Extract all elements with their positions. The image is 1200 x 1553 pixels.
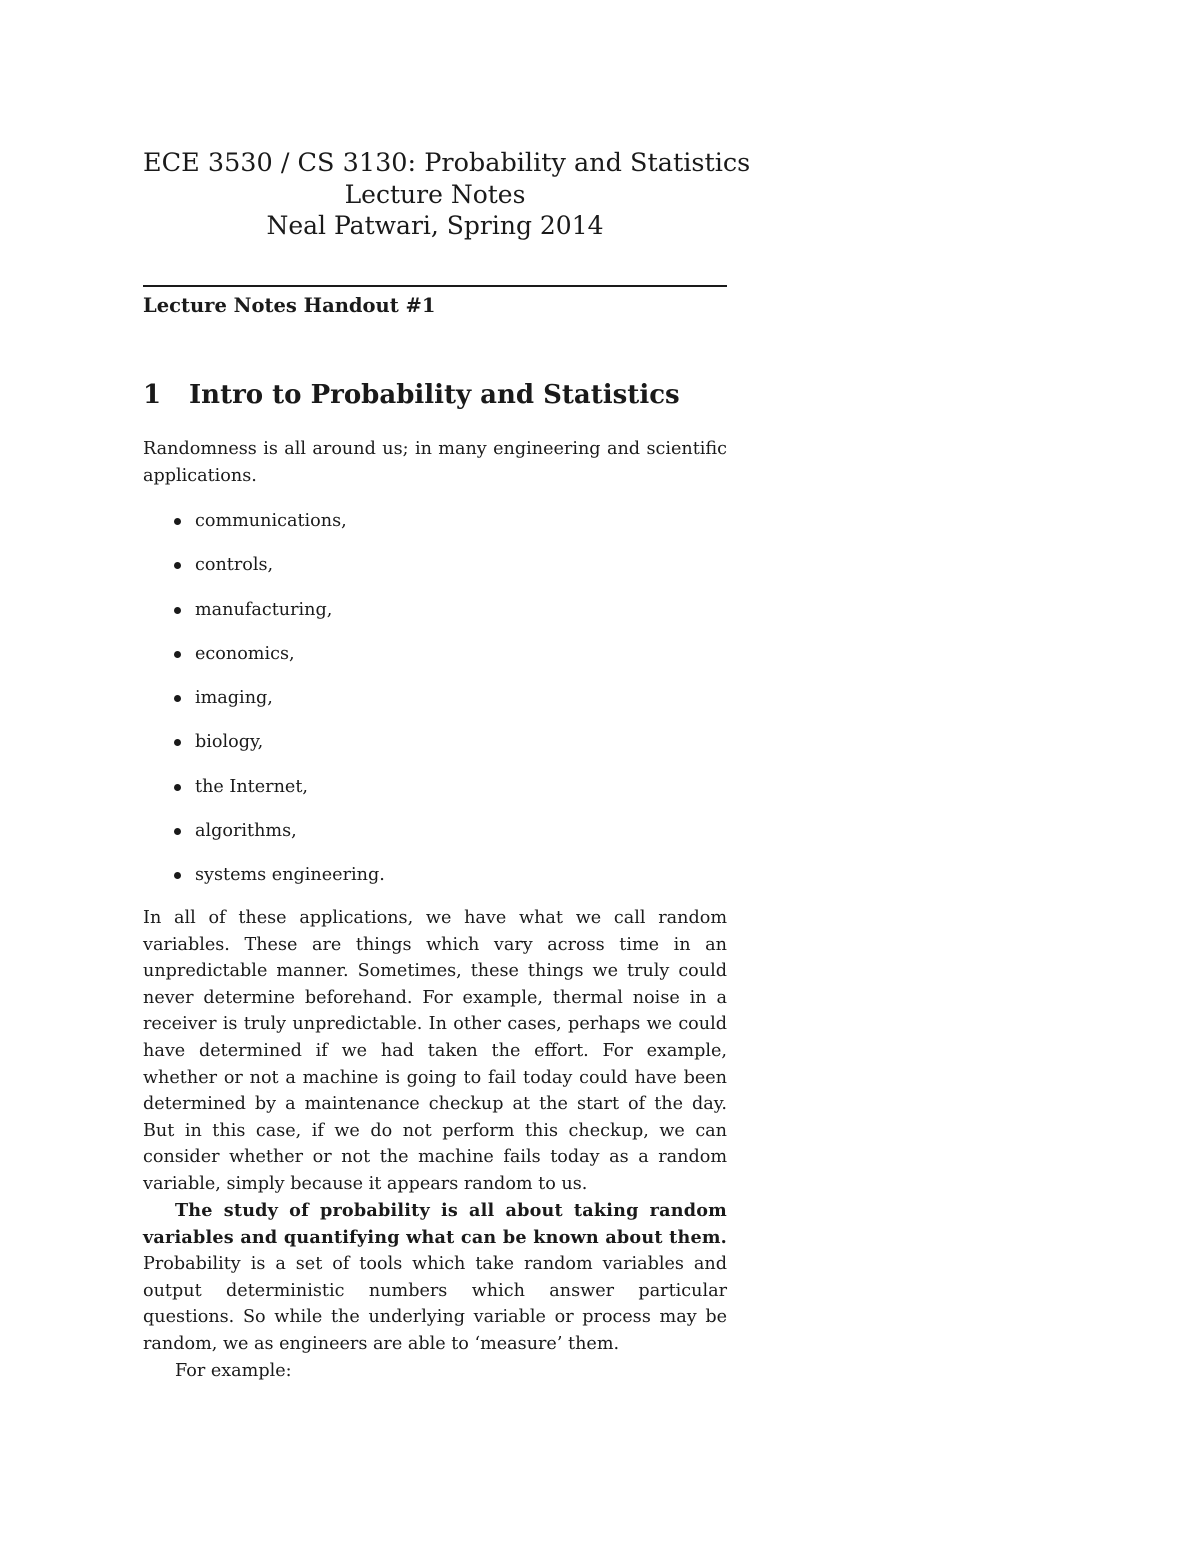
section-title: Intro to Probability and Statistics xyxy=(189,380,680,410)
list-item-text: communications, xyxy=(195,511,347,531)
list-item xyxy=(172,685,385,729)
body-paragraph-2-rest: Probability is a set of tools which take random variables and output deterministic numbers which answer particular questions. So while the underlying variable or process may be random, we as engineers are able to ‘measure’ them. xyxy=(143,1254,727,1354)
body-paragraph-2 xyxy=(143,1198,727,1358)
list-item xyxy=(172,641,385,685)
author-term: Neal Patwari, Spring 2014 xyxy=(266,211,604,240)
intro-paragraph: Randomness is all around us; in many engineering and scientific applications. xyxy=(143,439,727,486)
applications-list xyxy=(172,508,385,907)
list-item-text: economics, xyxy=(195,643,295,664)
section-heading xyxy=(143,380,680,410)
list-item xyxy=(172,774,385,818)
body-paragraph-3 xyxy=(143,1358,727,1385)
bullet-icon xyxy=(174,872,181,879)
bullet-icon xyxy=(174,695,181,702)
bullet-icon xyxy=(174,651,181,658)
list-item xyxy=(172,597,385,641)
list-item xyxy=(172,508,385,552)
list-item-text: controls, xyxy=(195,555,274,576)
course-title: ECE 3530 / CS 3130: Probability and Statistics xyxy=(143,148,751,178)
list-item-text: biology, xyxy=(195,732,264,753)
bullet-icon xyxy=(174,784,181,791)
header-rule xyxy=(143,285,727,287)
example-lead-in: For example: xyxy=(175,1361,292,1381)
body-paragraph-1: In all of these applications, we have what we call random variables. These are things which vary across time in an unpredictable manner. Sometimes, these things we truly could never determine beforehand. For example, thermal noise in a receiver is truly unpredictable. In other cases, perhaps we could have determined if we had taken the effort. For example, whether or not a machine is going to fail today could have been determined by a maintenance checkup at the start of the day. But in this case, if we do not perform this checkup, we can consider whether or not the machine fails today as a random variable, simply because it appears random to us. xyxy=(143,908,727,1194)
bullet-icon xyxy=(174,828,181,835)
bullet-icon xyxy=(174,739,181,746)
list-item xyxy=(172,729,385,773)
list-item-text: systems engineering. xyxy=(195,865,385,886)
list-item xyxy=(172,818,385,862)
list-item xyxy=(172,552,385,596)
list-item-text: imaging, xyxy=(195,688,273,709)
emphasis-sentence: The study of probability is all about taking random variables and quantifying what can be known about them. xyxy=(143,1200,727,1248)
bullet-icon xyxy=(174,607,181,614)
list-item-text: manufacturing, xyxy=(195,599,333,620)
handout-label: Lecture Notes Handout #1 xyxy=(143,294,436,317)
bullet-icon xyxy=(174,562,181,569)
notes-subtitle: Lecture Notes xyxy=(344,180,526,209)
list-item xyxy=(172,862,385,906)
section-number: 1 xyxy=(143,380,162,410)
bullet-icon xyxy=(174,518,181,525)
document-title-block xyxy=(143,148,751,241)
list-item-text: the Internet, xyxy=(195,776,308,797)
list-item-text: algorithms, xyxy=(195,821,297,842)
